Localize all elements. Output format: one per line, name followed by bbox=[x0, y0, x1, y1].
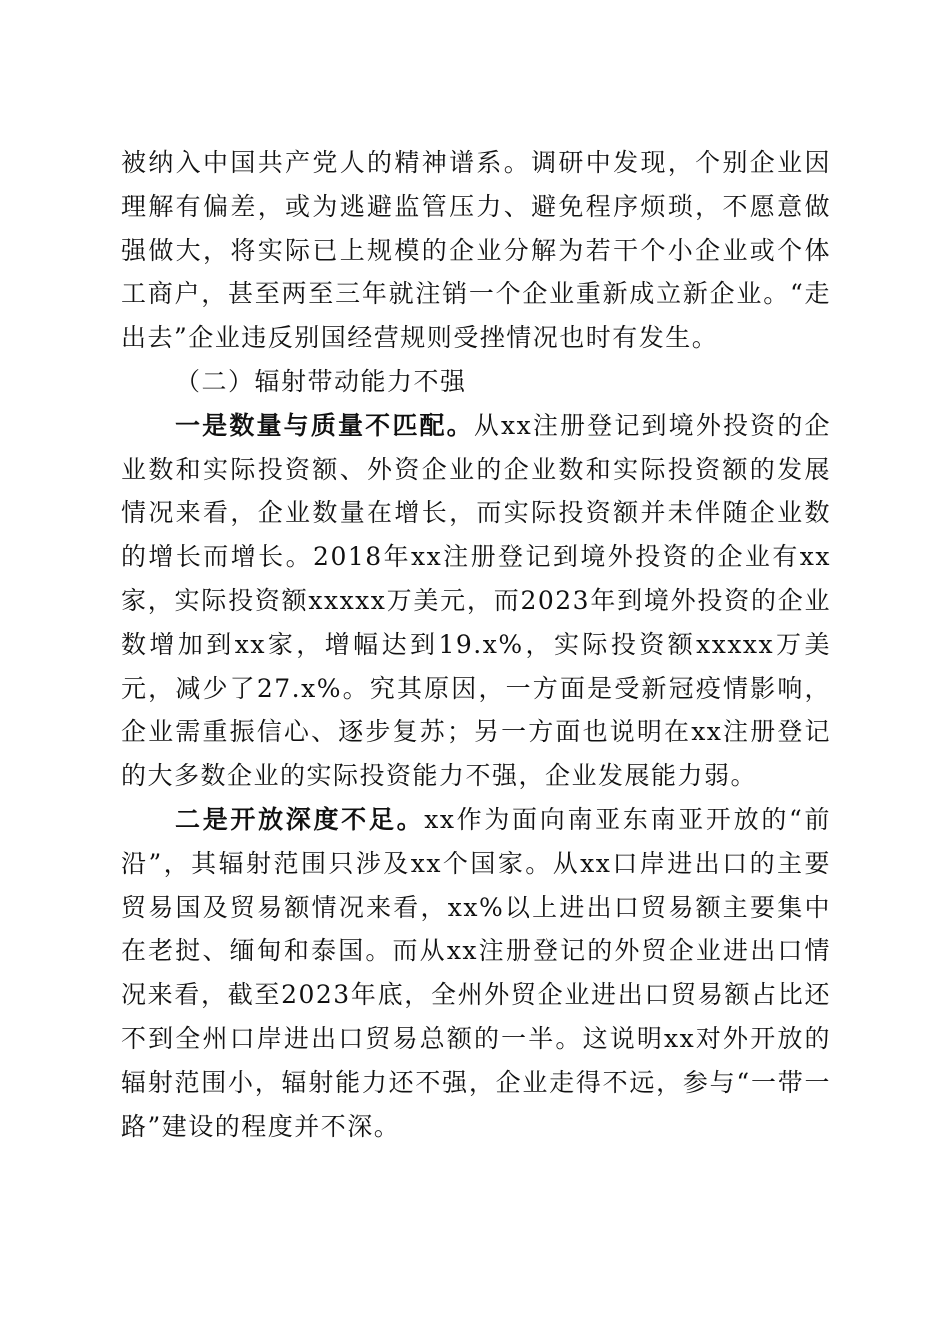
section-heading: （二）辐射带动能力不强 bbox=[175, 366, 467, 396]
paragraph-opening-depth bbox=[121, 798, 831, 1148]
paragraph-quantity-quality bbox=[121, 404, 831, 798]
paragraph-lead: 一是数量与质量不匹配。 bbox=[175, 410, 474, 440]
paragraph-continuation: 被纳入中国共产党人的精神谱系。调研中发现，个别企业因理解有偏差，或为逃避监管压力、避免程序烦琐，不愿意做强做大，将实际已上规模的企业分解为若干个小企业或个体工商户，甚至两至三年就注销一个企业重新成立新企业。“走出去”企业违反别国经营规则受挫情况也时有发生。 bbox=[121, 148, 831, 353]
paragraph-lead: 二是开放深度不足。 bbox=[175, 804, 425, 834]
paragraph-body: 从xx注册登记到境外投资的企业数和实际投资额、外资企业的企业数和实际投资额的发展情况来看，企业数量在增长，而实际投资额并未伴随企业数的增长而增长。2018年xx注册登记到境外投资的企业有xx家，实际投资额xxxxx万美元，而2023年到境外投资的企业数增加到xx家，增幅达到19.x%，实际投资额xxxxx万美元，减少了27.x%。究其原因，一方面是受新冠疫情影响，企业需重振信心、逐步复苏；另一方面也说明在xx注册登记的大多数企业的实际投资能力不强，企业发展能力弱。 bbox=[121, 410, 831, 791]
document-body bbox=[121, 141, 831, 1148]
paragraph-body: xx作为面向南亚东南亚开放的“前沿”，其辐射范围只涉及xx个国家。从xx口岸进出口的主要贸易国及贸易额情况来看，xx%以上进出口贸易额主要集中在老挝、缅甸和泰国。而从xx注册登记的外贸企业进出口情况来看，截至2023年底，全州外贸企业进出口贸易额占比还不到全州口岸进出口贸易总额的一半。这说明xx对外开放的辐射范围小，辐射能力还不强，企业走得不远，参与“一带一路”建设的程度并不深。 bbox=[121, 804, 831, 1141]
